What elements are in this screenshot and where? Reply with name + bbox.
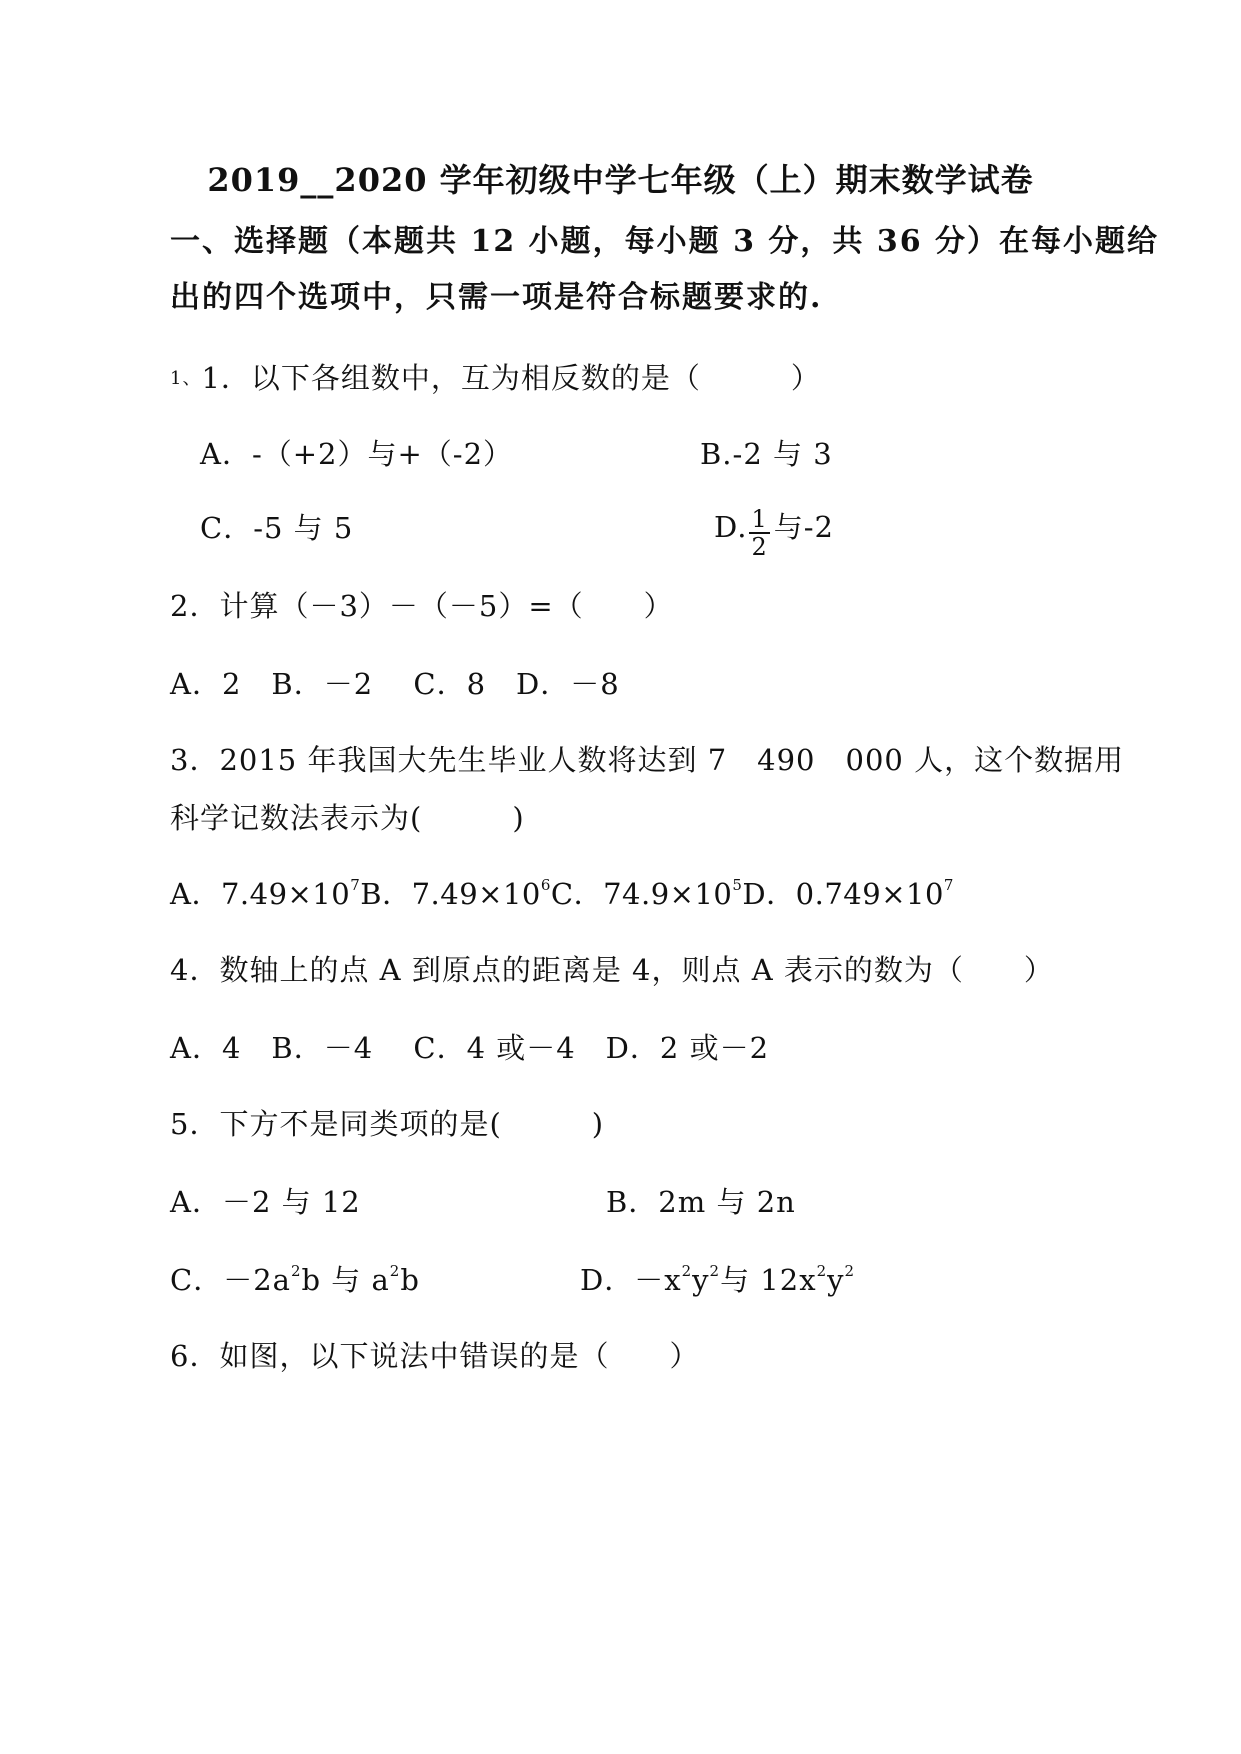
question-5-option-c-part-1: C．－2a — [170, 1263, 291, 1297]
question-1-option-b: B.-2 与 3 — [700, 437, 833, 471]
fraction-one-half — [749, 506, 769, 560]
question-5-stem: 5．下方不是同类项的是( ) — [170, 1107, 605, 1141]
question-5-option-d-part-4: y — [827, 1263, 845, 1297]
question-1-prefix: 1、 — [170, 368, 202, 389]
question-5-option-c — [170, 1262, 420, 1298]
question-3-option-a-exponent: 7 — [350, 876, 361, 894]
question-1-option-d — [714, 502, 834, 561]
question-2-stem: 2．计算（－3）－（－5）=（ ） — [170, 589, 674, 623]
question-5-option-c-part-3: b — [400, 1263, 420, 1297]
section-heading-line-1: 一、选择题（本题共 12 小题，每小题 3 分，共 36 分）在每小题给 — [170, 224, 1160, 259]
section-heading-line-2: 出的四个选项中，只需一项是符合标题要求的. — [170, 280, 823, 315]
question-3-stem-line-2: 科学记数法表示为( ) — [170, 801, 525, 835]
question-5-option-d-part-3: 与 12x — [720, 1263, 817, 1297]
question-5-option-d-exponent-4: 2 — [844, 1262, 856, 1280]
question-5-option-c-part-2: b 与 a — [301, 1263, 390, 1297]
question-5-option-d-part-2: y — [692, 1263, 710, 1297]
question-2-options: A．2 B．－2 C．8 D．－8 — [170, 667, 620, 701]
question-3-option-d-exponent: 7 — [943, 876, 954, 894]
question-1-option-d-label: D. — [714, 510, 748, 544]
question-5-option-d-exponent-2: 2 — [709, 1262, 721, 1280]
question-5-option-d-part-1: D．－x — [580, 1263, 682, 1297]
question-5-option-d-exponent-3: 2 — [816, 1262, 828, 1280]
question-3-option-b-exponent: 6 — [540, 876, 551, 894]
question-5-option-d-exponent-1: 2 — [681, 1262, 693, 1280]
question-1-text: 1．以下各组数中，互为相反数的是（ ） — [201, 361, 821, 395]
question-3-option-c: C．74.9×10 — [550, 877, 733, 911]
question-1-option-a: A．-（+2）与+（-2） — [200, 437, 514, 471]
question-5-option-a: A．－2 与 12 — [170, 1185, 361, 1219]
question-5-option-d — [580, 1262, 855, 1298]
question-5-option-c-exponent-1: 2 — [290, 1262, 302, 1280]
question-3-option-c-exponent: 5 — [732, 876, 743, 894]
question-3-option-b: B．7.49×10 — [360, 877, 541, 911]
question-3-stem-line-1: 3．2015 年我国大先生毕业人数将达到 7 490 000 人，这个数据用 — [170, 743, 1125, 777]
question-4-stem: 4．数轴上的点 A 到原点的距离是 4，则点 A 表示的数为（ ） — [170, 953, 1054, 987]
question-1-option-c: C．-5 与 5 — [200, 511, 354, 545]
fraction-denominator: 2 — [751, 533, 768, 561]
question-5-option-b: B．2m 与 2n — [606, 1185, 796, 1219]
fraction-numerator: 1 — [751, 505, 768, 533]
question-3-options — [170, 876, 954, 912]
exam-title: 2019__2020 学年初级中学七年级（上）期末数学试卷 — [207, 161, 1034, 199]
question-4-options: A．4 B．－4 C．4 或－4 D．2 或－2 — [170, 1031, 770, 1065]
question-3-option-d: D．0.749×10 — [742, 877, 944, 911]
question-6-stem: 6．如图，以下说法中错误的是（ ） — [170, 1339, 700, 1373]
question-3-option-a: A．7.49×10 — [170, 877, 351, 911]
question-1-option-d-rest: 与-2 — [773, 510, 834, 544]
question-5-option-c-exponent-2: 2 — [389, 1262, 401, 1280]
question-1-stem — [170, 360, 821, 397]
